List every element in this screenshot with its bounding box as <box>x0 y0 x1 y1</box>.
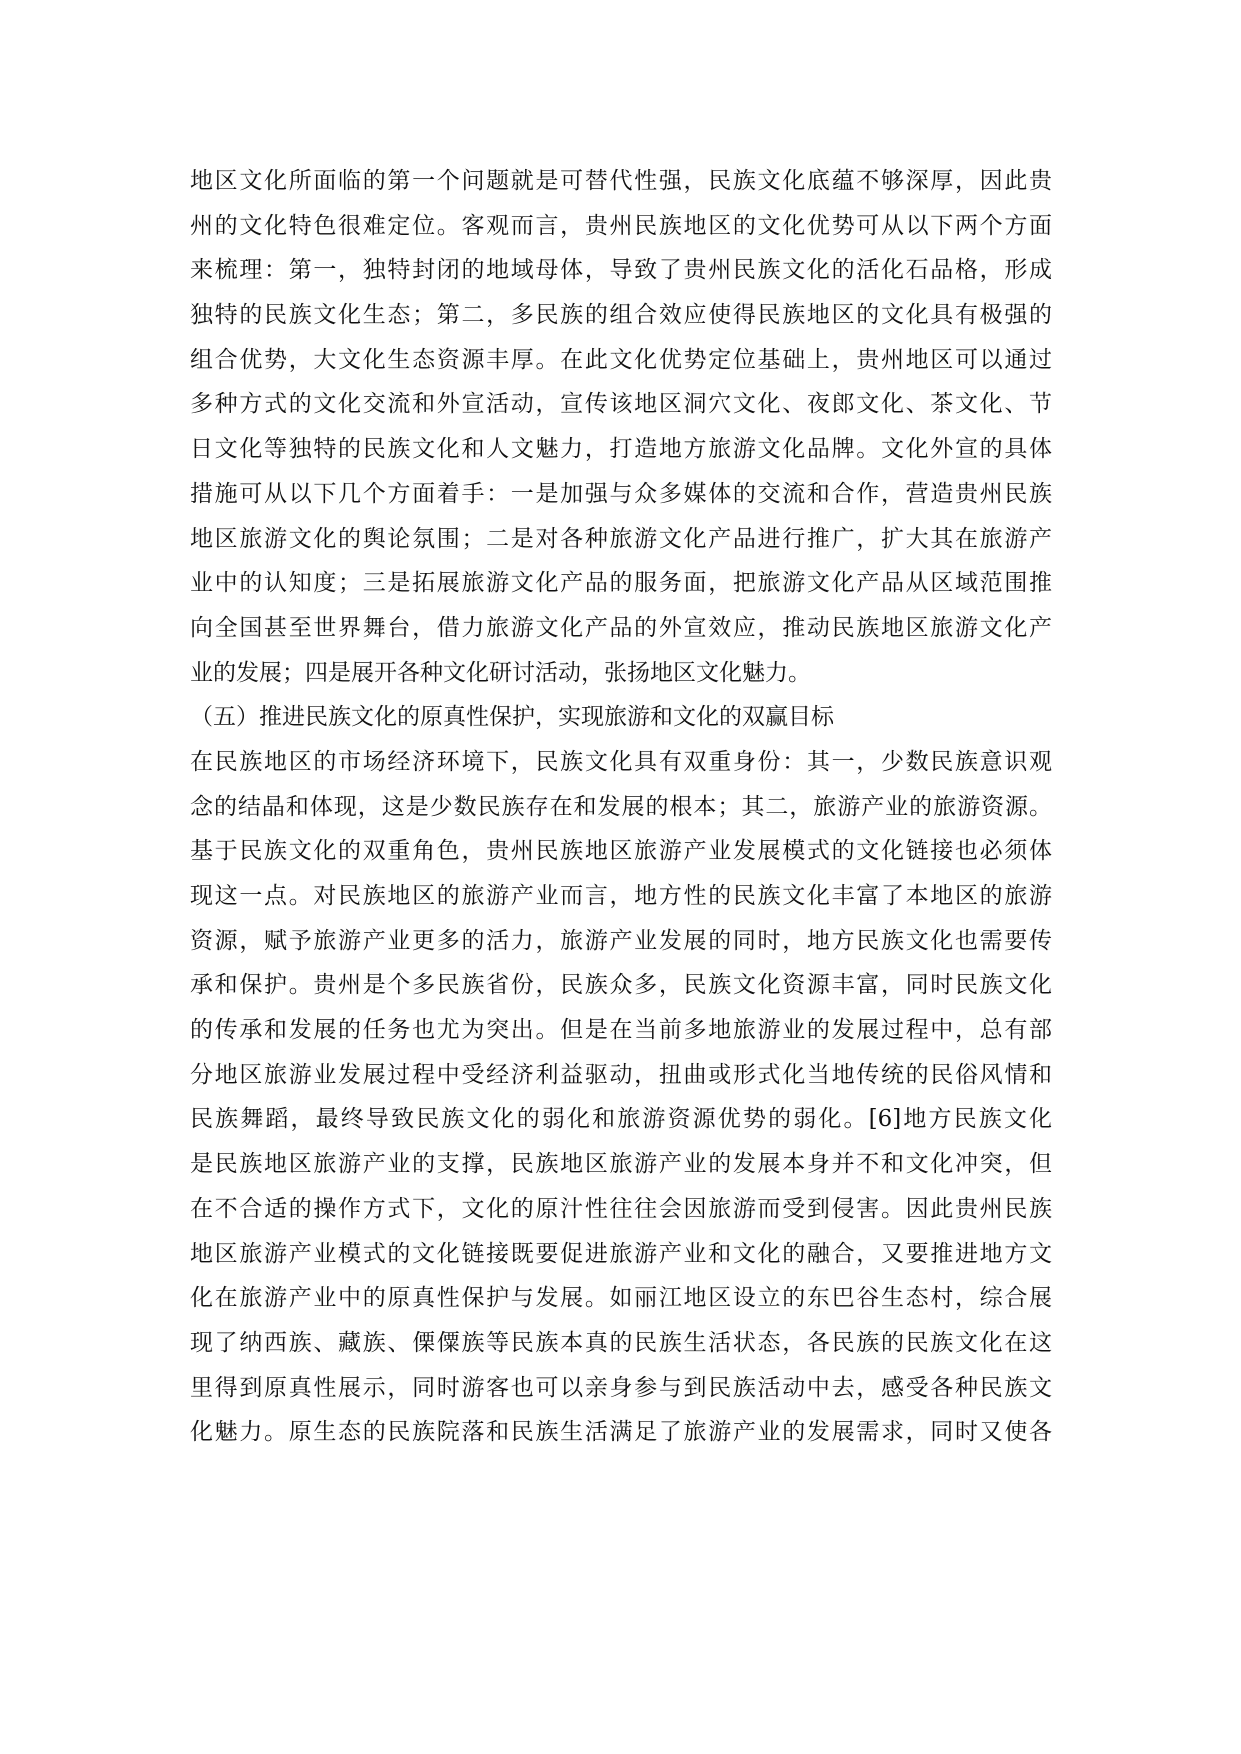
text-line: 向全国甚至世界舞台，借力旅游文化产品的外宣效应，推动民族地区旅游文化产 <box>190 614 1052 641</box>
text-line: 地区文化所面临的第一个问题就是可替代性强，民族文化底蕴不够深厚，因此贵 <box>190 168 1052 194</box>
text-line: 业的发展；四是展开各种文化研讨活动，张扬地区文化魅力。 <box>190 659 811 686</box>
text-line: 日文化等独特的民族文化和人文魅力，打造地方旅游文化品牌。文化外宣的具体 <box>190 436 1052 463</box>
text-line: 组合优势，大文化生态资源丰厚。在此文化优势定位基础上，贵州地区可以通过 <box>190 346 1052 373</box>
text-line: 是民族地区旅游产业的支撑，民族地区旅游产业的发展本身并不和文化冲突，但 <box>190 1151 1052 1178</box>
text-line: 在民族地区的市场经济环境下，民族文化具有双重身份：其一，少数民族意识观 <box>190 748 1052 775</box>
text-line: 念的结晶和体现，这是少数民族存在和发展的根本；其二，旅游产业的旅游资源。 <box>190 793 1052 820</box>
text-line: 里得到原真性展示，同时游客也可以亲身参与到民族活动中去，感受各种民族文 <box>190 1374 1052 1401</box>
text-line: 化魅力。原生态的民族院落和民族生活满足了旅游产业的发展需求，同时又使各 <box>190 1419 1052 1446</box>
text-line: 在不合适的操作方式下，文化的原汁性往往会因旅游而受到侵害。因此贵州民族 <box>190 1195 1052 1222</box>
text-line: 化在旅游产业中的原真性保护与发展。如丽江地区设立的东巴谷生态村，综合展 <box>190 1285 1052 1312</box>
text-line: 资源，赋予旅游产业更多的活力，旅游产业发展的同时，地方民族文化也需要传 <box>190 927 1052 954</box>
text-line: 民族舞蹈，最终导致民族文化的弱化和旅游资源优势的弱化。[6]地方民族文化 <box>190 1106 1052 1133</box>
text-line: 多种方式的文化交流和外宣活动，宣传该地区洞穴文化、夜郎文化、茶文化、节 <box>190 391 1052 418</box>
text-line: 地区旅游产业模式的文化链接既要促进旅游产业和文化的融合，又要推进地方文 <box>190 1240 1052 1267</box>
text-line: 现了纳西族、藏族、傈僳族等民族本真的民族生活状态，各民族的民族文化在这 <box>190 1329 1052 1356</box>
text-line: 来梳理：第一，独特封闭的地域母体，导致了贵州民族文化的活化石品格，形成 <box>190 257 1052 284</box>
text-line: 州的文化特色很难定位。客观而言，贵州民族地区的文化优势可从以下两个方面 <box>190 212 1052 239</box>
text-line: 措施可从以下几个方面着手：一是加强与众多媒体的交流和合作，营造贵州民族 <box>190 480 1052 507</box>
text-line: 业中的认知度；三是拓展旅游文化产品的服务面，把旅游文化产品从区域范围推 <box>190 570 1052 597</box>
section-heading: （五）推进民族文化的原真性保护，实现旅游和文化的双赢目标 <box>190 704 834 731</box>
text-line: 的传承和发展的任务也尤为突出。但是在当前多地旅游业的发展过程中，总有部 <box>190 1017 1052 1044</box>
text-line: 承和保护。贵州是个多民族省份，民族众多，民族文化资源丰富，同时民族文化 <box>190 972 1052 999</box>
text-line: 独特的民族文化生态；第二，多民族的组合效应使得民族地区的文化具有极强的 <box>190 302 1052 329</box>
text-line: 基于民族文化的双重角色，贵州民族地区旅游产业发展模式的文化链接也必须体 <box>190 838 1052 865</box>
text-line: 地区旅游文化的舆论氛围；二是对各种旅游文化产品进行推广，扩大其在旅游产 <box>190 525 1052 552</box>
text-line: 现这一点。对民族地区的旅游产业而言，地方性的民族文化丰富了本地区的旅游 <box>190 883 1052 909</box>
text-line: 分地区旅游业发展过程中受经济利益驱动，扭曲或形式化当地传统的民俗风情和 <box>190 1061 1052 1088</box>
body-text <box>190 159 1052 1455</box>
